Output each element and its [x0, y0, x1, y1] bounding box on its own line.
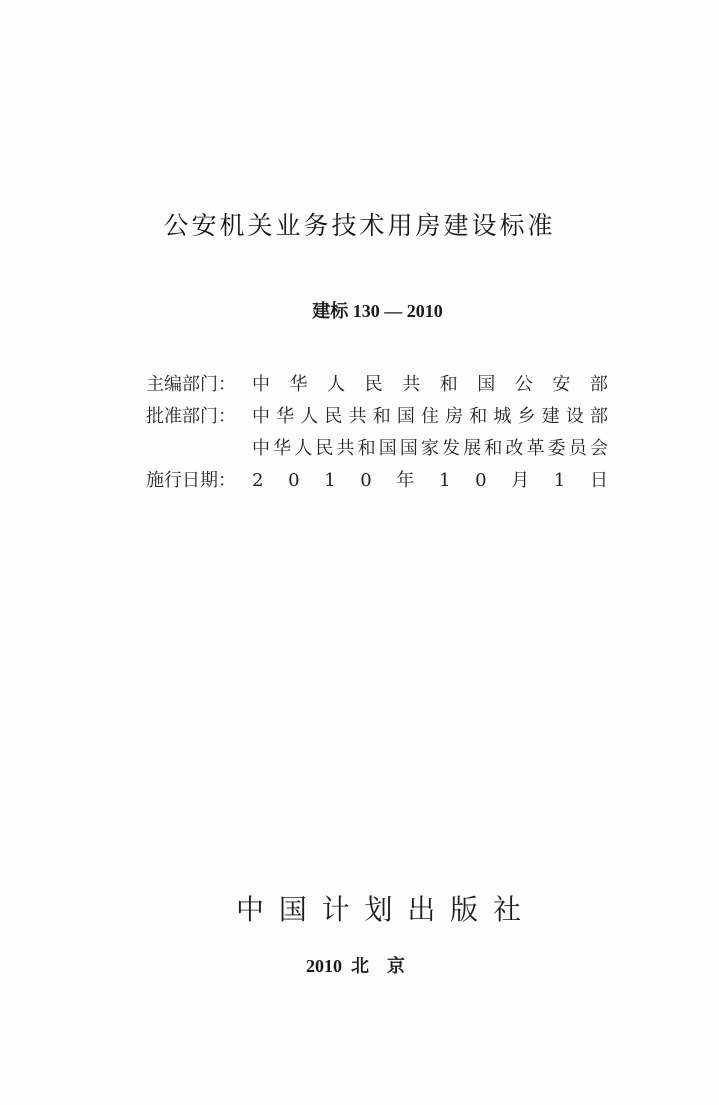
- char: 人: [327, 374, 346, 395]
- char: 社: [492, 893, 521, 926]
- char: 划: [364, 893, 393, 926]
- info-label: 批准部门：: [146, 406, 236, 427]
- char: 共: [336, 438, 355, 459]
- char: 2: [252, 470, 264, 491]
- char: 出: [407, 893, 436, 926]
- char: 国: [378, 438, 397, 459]
- char: 乡: [517, 406, 536, 427]
- char: 1: [324, 470, 336, 491]
- char: 国: [399, 438, 418, 459]
- char: 中: [252, 374, 270, 395]
- info-value: [252, 404, 608, 430]
- info-value: [252, 372, 608, 398]
- char: 共: [348, 406, 367, 427]
- char: 中: [236, 893, 265, 926]
- char: 部: [589, 406, 608, 427]
- char: 国: [477, 374, 496, 395]
- publish-year-place: 2010 北 京: [306, 956, 405, 976]
- char: 人: [294, 438, 313, 459]
- char: 住: [420, 406, 439, 427]
- char: 1: [439, 470, 451, 491]
- char: 月: [511, 470, 530, 491]
- char: 中: [252, 438, 270, 459]
- info-row-approver: [146, 404, 616, 436]
- char: 共: [402, 374, 421, 395]
- char: 国: [396, 406, 415, 427]
- char: 0: [475, 470, 487, 491]
- char: 部: [589, 374, 608, 395]
- char: 1: [553, 470, 566, 491]
- char: 民: [324, 406, 343, 427]
- char: 国: [278, 893, 307, 926]
- char: 华: [276, 406, 295, 427]
- info-label: 施行日期：: [146, 470, 236, 491]
- char: 中: [252, 406, 270, 427]
- standard-code: 建标 130 — 2010: [312, 301, 443, 321]
- char: 房: [445, 406, 464, 427]
- char: 公: [514, 374, 533, 395]
- char: 和: [469, 406, 488, 427]
- publisher-name: [236, 888, 521, 928]
- char: 0: [288, 470, 300, 491]
- char: 展: [463, 438, 482, 459]
- char: 民: [364, 374, 383, 395]
- char: 0: [360, 470, 372, 491]
- info-row-effective-date: [146, 468, 616, 500]
- info-value: [252, 436, 608, 462]
- char: 计: [321, 893, 350, 926]
- char: 和: [372, 406, 391, 427]
- info-row-editor: [146, 372, 616, 404]
- editorial-info: [146, 372, 616, 500]
- char: 年: [396, 470, 415, 491]
- char: 华: [289, 374, 308, 395]
- document-title: 公安机关业务技术用房建设标准: [163, 211, 556, 240]
- char: 委: [547, 438, 566, 459]
- char: 安: [552, 374, 571, 395]
- char: 版: [450, 893, 479, 926]
- char: 人: [300, 406, 319, 427]
- char: 日: [589, 470, 608, 491]
- char: 建: [541, 406, 560, 427]
- char: 城: [493, 406, 512, 427]
- info-label: 主编部门：: [146, 374, 236, 395]
- char: 改: [505, 438, 524, 459]
- char: 和: [357, 438, 376, 459]
- char: 革: [526, 438, 545, 459]
- char: 和: [439, 374, 458, 395]
- info-value: [252, 468, 608, 494]
- char: 发: [442, 438, 461, 459]
- char: 设: [565, 406, 584, 427]
- info-row-approver-2: [146, 436, 616, 468]
- char: 和: [484, 438, 503, 459]
- char: 华: [273, 438, 292, 459]
- char: 家: [421, 438, 439, 459]
- char: 民: [315, 438, 334, 459]
- char: 会: [590, 438, 608, 459]
- char: 员: [568, 438, 587, 459]
